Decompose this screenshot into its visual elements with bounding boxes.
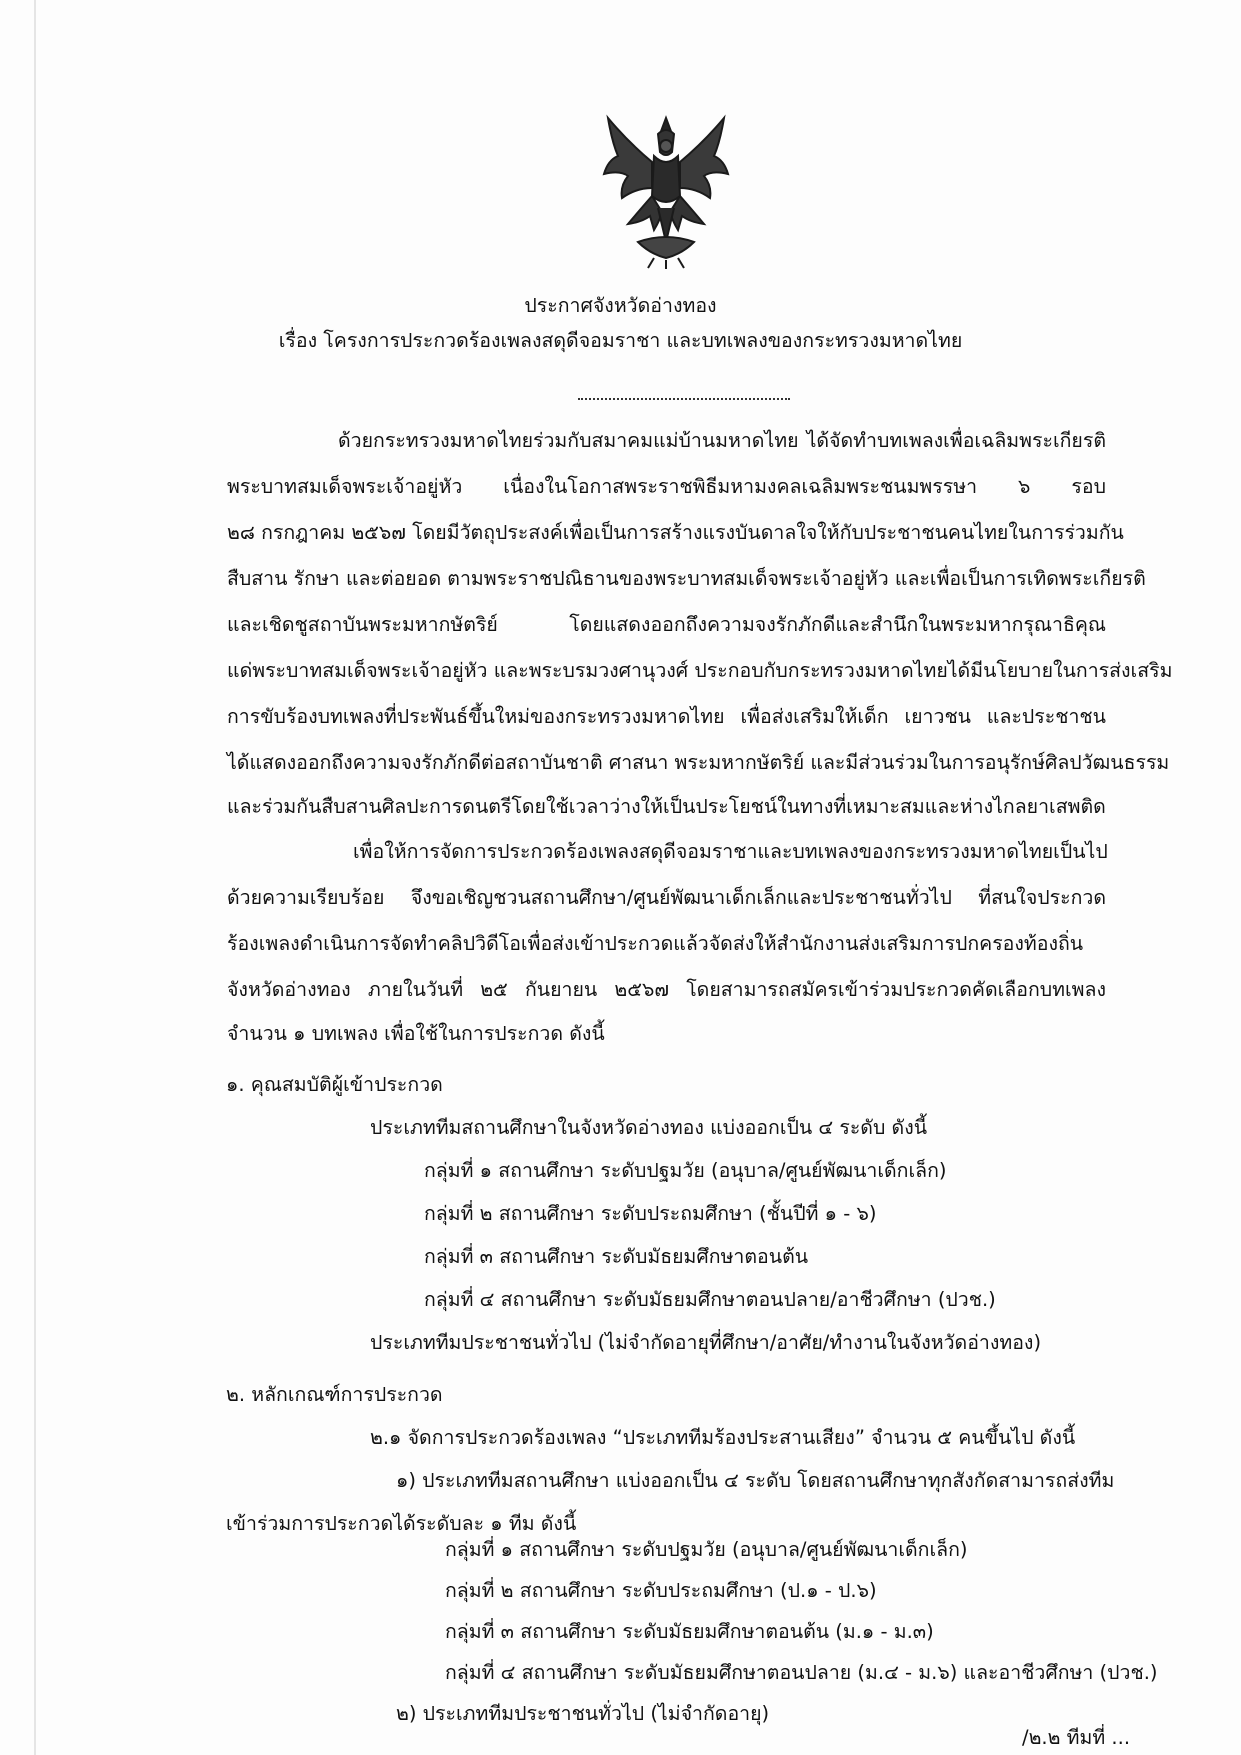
next-page-reference: /๒.๒ ทีมที่ ...: [1022, 1726, 1131, 1749]
section2-group: กลุ่มที่ ๓ สถานศึกษา ระดับมัธยมศึกษาตอนต้น (ม.๑ - ม.๓): [445, 1620, 934, 1643]
section2-item1-line1: ๑) ประเภททีมสถานศึกษา แบ่งออกเป็น ๔ ระดับ โดยสถานศึกษาทุกสังกัดสามารถส่งทีม: [396, 1469, 1115, 1492]
para2-line: ด้วยความเรียบร้อย จึงขอเชิญชวนสถานศึกษา/ศูนย์พัฒนาเด็กเล็กและประชาชนทั่วไป ที่สนใจประกวด: [227, 886, 1106, 909]
para1-line: แด่พระบาทสมเด็จพระเจ้าอยู่หัว และพระบรมวงศานุวงศ์ ประกอบกับกระทรวงมหาดไทยได้มีนโยบายในการส่งเสริม: [227, 659, 1173, 682]
section2-group: กลุ่มที่ ๔ สถานศึกษา ระดับมัธยมศึกษาตอนปลาย (ม.๔ - ม.๖) และอาชีวศึกษา (ปวช.): [445, 1661, 1158, 1684]
para1-line: และเชิดชูสถาบันพระมหากษัตริย์ โดยแสดงออกถึงความจงรักภักดีและสำนึกในพระมหากรุณาธิคุณ: [227, 613, 1106, 636]
para2-line: ร้องเพลงดำเนินการจัดทำคลิปวิดีโอเพื่อส่งเข้าประกวดแล้วจัดส่งให้สำนักงานส่งเสริมการปกครองท้องถิ่น: [227, 932, 1084, 955]
announcement-title: ประกาศจังหวัดอ่างทอง: [524, 294, 717, 317]
section1-group: กลุ่มที่ ๑ สถานศึกษา ระดับปฐมวัย (อนุบาล/ศูนย์พัฒนาเด็กเล็ก): [424, 1159, 947, 1182]
section2-item1-line2: เข้าร่วมการประกวดได้ระดับละ ๑ ทีม ดังนี้: [226, 1512, 577, 1535]
para1-line: การขับร้องบทเพลงที่ประพันธ์ขึ้นใหม่ของกระทรวงมหาดไทย เพื่อส่งเสริมให้เด็ก เยาวชน และประชาชน: [227, 705, 1106, 728]
section2-heading: ๒. หลักเกณฑ์การประกวด: [226, 1383, 443, 1406]
section1-group: กลุ่มที่ ๒ สถานศึกษา ระดับประถมศึกษา (ชั้นปีที่ ๑ - ๖): [424, 1202, 877, 1225]
section1-type-public: ประเภททีมประชาชนทั่วไป (ไม่จำกัดอายุที่ศึกษา/อาศัย/ทำงานในจังหวัดอ่างทอง): [370, 1331, 1042, 1354]
section2-item2: ๒) ประเภททีมประชาชนทั่วไป (ไม่จำกัดอายุ): [396, 1702, 770, 1725]
garuda-emblem-icon: [598, 112, 734, 270]
para1-line: ด้วยกระทรวงมหาดไทยร่วมกับสมาคมแม่บ้านมหาดไทย ได้จัดทำบทเพลงเพื่อเฉลิมพระเกียรติ: [338, 429, 1106, 452]
section2-group: กลุ่มที่ ๒ สถานศึกษา ระดับประถมศึกษา (ป.๑ - ป.๖): [445, 1579, 877, 1602]
para2-line: จำนวน ๑ บทเพลง เพื่อใช้ในการประกวด ดังนี้: [227, 1022, 605, 1045]
announcement-subject: เรื่อง โครงการประกวดร้องเพลงสดุดีจอมราชา และบทเพลงของกระทรวงมหาดไทย: [278, 329, 963, 352]
section1-type-school: ประเภททีมสถานศึกษาในจังหวัดอ่างทอง แบ่งออกเป็น ๔ ระดับ ดังนี้: [370, 1116, 928, 1139]
para1-line: พระบาทสมเด็จพระเจ้าอยู่หัว เนื่องในโอกาสพระราชพิธีมหามงคลเฉลิมพระชนมพรรษา ๖ รอบ: [227, 475, 1106, 498]
para2-line: เพื่อให้การจัดการประกวดร้องเพลงสดุดีจอมราชาและบทเพลงของกระทรวงมหาดไทยเป็นไป: [353, 840, 1108, 863]
para2-line: จังหวัดอ่างทอง ภายในวันที่ ๒๕ กันยายน ๒๕๖๗ โดยสามารถสมัครเข้าร่วมประกวดคัดเลือกบทเพลง: [227, 978, 1106, 1001]
section2-group: กลุ่มที่ ๑ สถานศึกษา ระดับปฐมวัย (อนุบาล/ศูนย์พัฒนาเด็กเล็ก): [445, 1538, 968, 1561]
section1-group: กลุ่มที่ ๔ สถานศึกษา ระดับมัธยมศึกษาตอนปลาย/อาชีวศึกษา (ปวช.): [424, 1288, 996, 1311]
para1-line: สืบสาน รักษา และต่อยอด ตามพระราชปณิธานของพระบาทสมเด็จพระเจ้าอยู่หัว และเพื่อเป็นการเทิดพระเกียรติ: [227, 567, 1146, 590]
section1-group: กลุ่มที่ ๓ สถานศึกษา ระดับมัธยมศึกษาตอนต้น: [424, 1245, 809, 1268]
scan-edge: [34, 0, 36, 1755]
para1-line: ได้แสดงออกถึงความจงรักภักดีต่อสถาบันชาติ ศาสนา พระมหากษัตริย์ และมีส่วนร่วมในการอนุรักษ์ศิลปวัฒนธรรม: [227, 751, 1170, 774]
section1-heading: ๑. คุณสมบัติผู้เข้าประกวด: [226, 1073, 443, 1096]
para1-line: และร่วมกันสืบสานศิลปะการดนตรีโดยใช้เวลาว่างให้เป็นประโยชน์ในทางที่เหมาะสมและห่างไกลยาเสพติด: [227, 795, 1106, 818]
section2-item21: ๒.๑ จัดการประกวดร้องเพลง “ประเภททีมร้องประสานเสียง” จำนวน ๕ คนขึ้นไป ดังนี้: [370, 1426, 1076, 1449]
para1-line: ๒๘ กรกฎาคม ๒๕๖๗ โดยมีวัตถุประสงค์เพื่อเป็นการสร้างแรงบันดาลใจให้กับประชาชนคนไทยในการร่วมกัน: [227, 521, 1124, 544]
title-divider: [578, 398, 790, 400]
